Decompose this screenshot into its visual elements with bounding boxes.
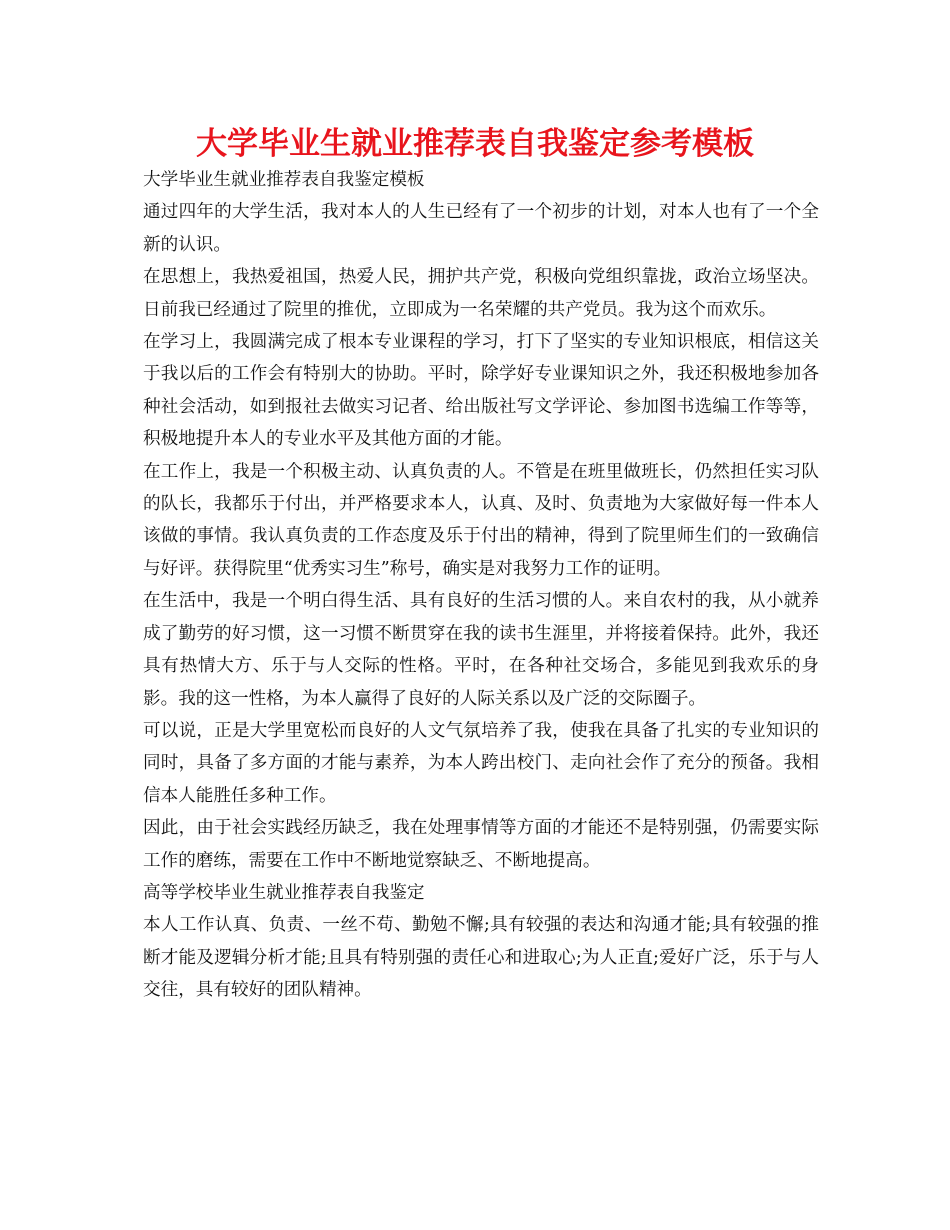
section-heading: 大学毕业生就业推荐表自我鉴定模板 — [143, 170, 425, 190]
paragraph: 在思想上，我热爱祖国，热爱人民，拥护共产党，积极向党组织靠拢，政治立场坚决。日前我已经通过了院里的推优，立即成为一名荣耀的共产党员。我为这个而欢乐。 — [143, 267, 819, 320]
paragraph: 因此，由于社会实践经历缺乏，我在处理事情等方面的才能还不是特别强，仍需要实际工作的磨练，需要在工作中不断地觉察缺乏、不断地提高。 — [143, 818, 819, 871]
paragraph: 本人工作认真、负责、一丝不苟、勤勉不懈;具有较强的表达和沟通才能;具有较强的推断才能及逻辑分析才能;且具有特别强的责任心和进取心;为人正直;爱好广泛，乐于与人交往，具有较好的团队精神。 — [143, 915, 819, 1001]
paragraph: 在工作上，我是一个积极主动、认真负责的人。不管是在班里做班长，仍然担任实习队的队长，我都乐于付出，并严格要求本人，认真、及时、负责地为大家做好每一件本人该做的事情。我认真负责的工作态度及乐于付出的精神，得到了院里师生们的一致确信与好评。获得院里“优秀实习生”称号，确实是对我努力工作的证明。 — [143, 461, 819, 579]
paragraph: 可以说，正是大学里宽松而良好的人文气氛培养了我，使我在具备了扎实的专业知识的同时，具备了多方面的才能与素养，为本人跨出校门、走向社会作了充分的预备。我相信本人能胜任多种工作。 — [143, 720, 819, 806]
document-title: 大学毕业生就业推荐表自我鉴定参考模板 — [196, 126, 754, 162]
paragraph: 在生活中，我是一个明白得生活、具有良好的生活习惯的人。来自农村的我，从小就养成了勤劳的好习惯，这一习惯不断贯穿在我的读书生涯里，并将接着保持。此外，我还具有热情大方、乐于与人交际的性格。平时，在各种社交场合，多能见到我欢乐的身影。我的这一性格，为本人赢得了良好的人际关系以及广泛的交际圈子。 — [143, 591, 819, 709]
paragraph: 在学习上，我圆满完成了根本专业课程的学习，打下了坚实的专业知识根底，相信这关于我以后的工作会有特别大的协助。平时，除学好专业课知识之外，我还积极地参加各种社会活动，如到报社去做实习记者、给出版社写文学评论、参加图书选编工作等等，积极地提升本人的专业水平及其他方面的才能。 — [143, 332, 819, 450]
document-body — [143, 164, 819, 1007]
section-heading: 高等学校毕业生就业推荐表自我鉴定 — [143, 882, 425, 903]
paragraph: 通过四年的大学生活，我对本人的人生已经有了一个初步的计划，对本人也有了一个全新的认识。 — [143, 202, 819, 255]
